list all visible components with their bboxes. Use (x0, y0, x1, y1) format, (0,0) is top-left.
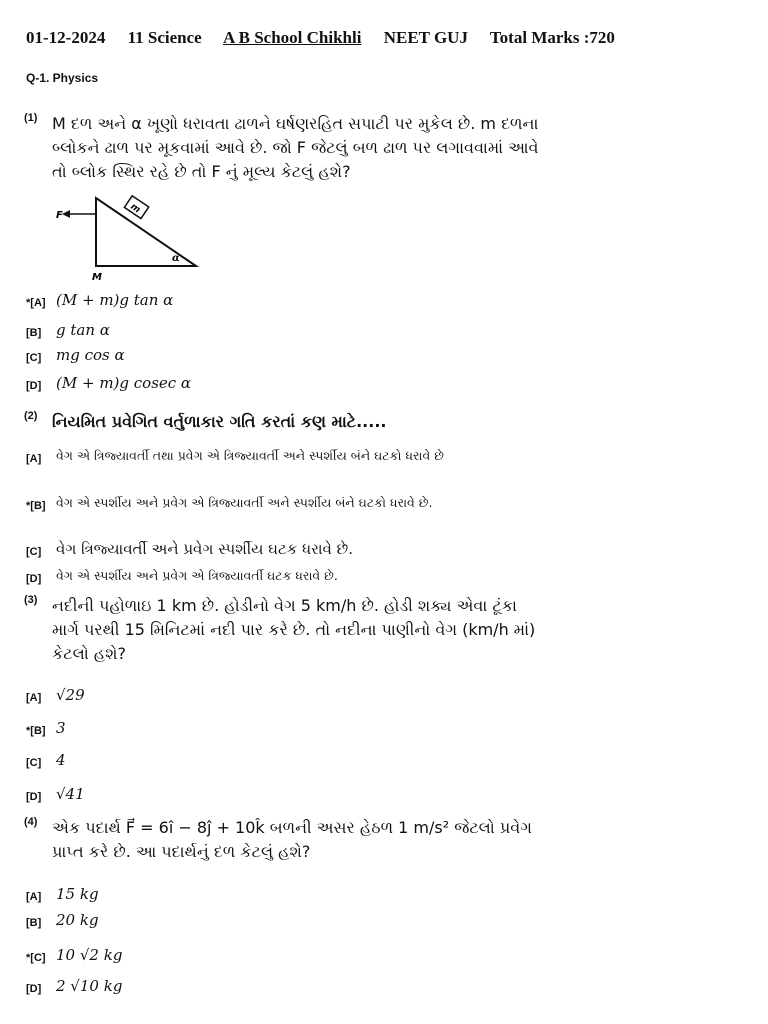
force-label: F (56, 210, 63, 221)
question-number: (2) (24, 410, 38, 422)
option-label: *[B] (26, 725, 46, 737)
option-text: 10 √2 kg (56, 946, 123, 964)
option-3d[interactable] (26, 784, 526, 807)
option-label: [C] (26, 352, 42, 364)
question-4 (24, 816, 544, 864)
option-label: [B] (26, 917, 42, 929)
question-text: M દળ અને α ખૂણો ધરાવતા ઢાળને ઘર્ષણરહિત સપાટી પર મુકેલ છે. m દળના બ્લોકને ઢાળ પર મૂકવામાં આવે છે. જો F જેટલું બળ ઢાળ પર લગાવવામાં આવે તો બ્લોક સ્થિર રહે છે તો F નું મૂલ્ય કેટલું હશે? (52, 114, 539, 181)
mass-label: M (92, 272, 102, 282)
option-text: વેગ ત્રિજ્યાવર્તી અને પ્રવેગ સ્પર્શીય ઘટક ધરાવે છે. (56, 540, 353, 558)
option-2b[interactable] (26, 493, 526, 516)
option-text: 4 (56, 751, 66, 769)
option-text: 20 kg (56, 911, 99, 929)
option-1b[interactable] (26, 320, 526, 343)
option-text: √29 (56, 686, 85, 704)
option-label: [C] (26, 757, 42, 769)
question-2 (24, 410, 544, 434)
option-label: *[B] (26, 500, 46, 512)
option-label: [A] (26, 692, 42, 704)
question-number: (4) (24, 816, 38, 828)
option-3b[interactable] (26, 718, 526, 741)
option-2c[interactable] (26, 539, 526, 562)
option-label: [D] (26, 380, 42, 392)
option-4a[interactable] (26, 884, 526, 907)
option-text: 15 kg (56, 885, 99, 903)
option-3c[interactable] (26, 750, 526, 773)
question-number: (3) (24, 594, 38, 606)
angle-label: α (172, 253, 180, 264)
option-text: (M + m)g cosec α (56, 374, 192, 392)
option-1d[interactable] (26, 373, 526, 396)
incline-diagram (56, 194, 206, 282)
option-4c[interactable] (26, 945, 526, 968)
option-text: g tan α (56, 321, 110, 339)
option-1a[interactable] (26, 290, 526, 313)
block-label: m (128, 201, 142, 216)
question-number: (1) (24, 112, 38, 124)
option-2a[interactable] (26, 446, 526, 469)
section-title: Q-1. Physics (26, 71, 99, 85)
option-label: [B] (26, 327, 42, 339)
question-3 (24, 594, 544, 666)
option-label: [D] (26, 573, 42, 585)
class-name: 11 Science (127, 28, 202, 47)
option-label: [D] (26, 791, 42, 803)
total-marks: Total Marks :720 (489, 28, 615, 47)
page-header (26, 28, 758, 48)
option-4d[interactable] (26, 976, 526, 999)
option-4b[interactable] (26, 910, 526, 933)
option-1c[interactable] (26, 345, 526, 368)
option-label: *[A] (26, 297, 46, 309)
block-m (124, 196, 148, 219)
school-name: A B School Chikhli (223, 28, 362, 47)
exam-name: NEET GUJ (383, 28, 468, 47)
question-text: નદીની પહોળાઇ 1 km છે. હોડીનો વેગ 5 km/h છે. હોડી શક્ય એવા ટૂંકા માર્ગ પરથી 15 મિનિટમાં નદી પાર કરે છે. તો નદીના પાણીનો વેગ (km/h માં) કેટલો હશે? (52, 596, 536, 663)
option-label: [D] (26, 983, 42, 995)
exam-date: 01-12-2024 (26, 28, 106, 47)
option-3a[interactable] (26, 685, 526, 708)
option-label: *[C] (26, 952, 46, 964)
option-label: [C] (26, 546, 42, 558)
force-arrowhead (62, 210, 70, 218)
question-text: નિયમિત પ્રવેગિત વર્તુળાકાર ગતિ કરતાં કણ માટે..... (52, 412, 387, 431)
option-text: 2 √10 kg (56, 977, 123, 995)
option-2d[interactable] (26, 566, 526, 589)
option-text: વેગ એ ત્રિજ્યાવર્તી તથા પ્રવેગ એ ત્રિજ્યાવર્તી અને સ્પર્શીય બંને ઘટકો ધરાવે છે (56, 448, 444, 463)
option-text: √41 (56, 785, 85, 803)
option-text: વેગ એ સ્પર્શીય અને પ્રવેગ એ ત્રિજ્યાવર્તી ઘટક ધરાવે છે. (56, 568, 338, 583)
option-text: વેગ એ સ્પર્શીય અને પ્રવેગ એ ત્રિજ્યાવર્તી અને સ્પર્શીય બંને ઘટકો ધરાવે છે. (56, 495, 433, 510)
option-text: (M + m)g tan α (56, 291, 174, 309)
option-text: mg cos α (56, 346, 125, 364)
question-1 (24, 112, 544, 184)
option-label: [A] (26, 891, 42, 903)
option-label: [A] (26, 453, 42, 465)
question-text: એક પદાર્થ F⃗ = 6î − 8ĵ + 10k̂ બળની અસર હેઠળ 1 m/s² જેટલો પ્રવેગ પ્રાપ્ત કરે છે. આ પદાર્થનું દળ કેટલું હશે? (52, 818, 532, 861)
option-text: 3 (56, 719, 66, 737)
